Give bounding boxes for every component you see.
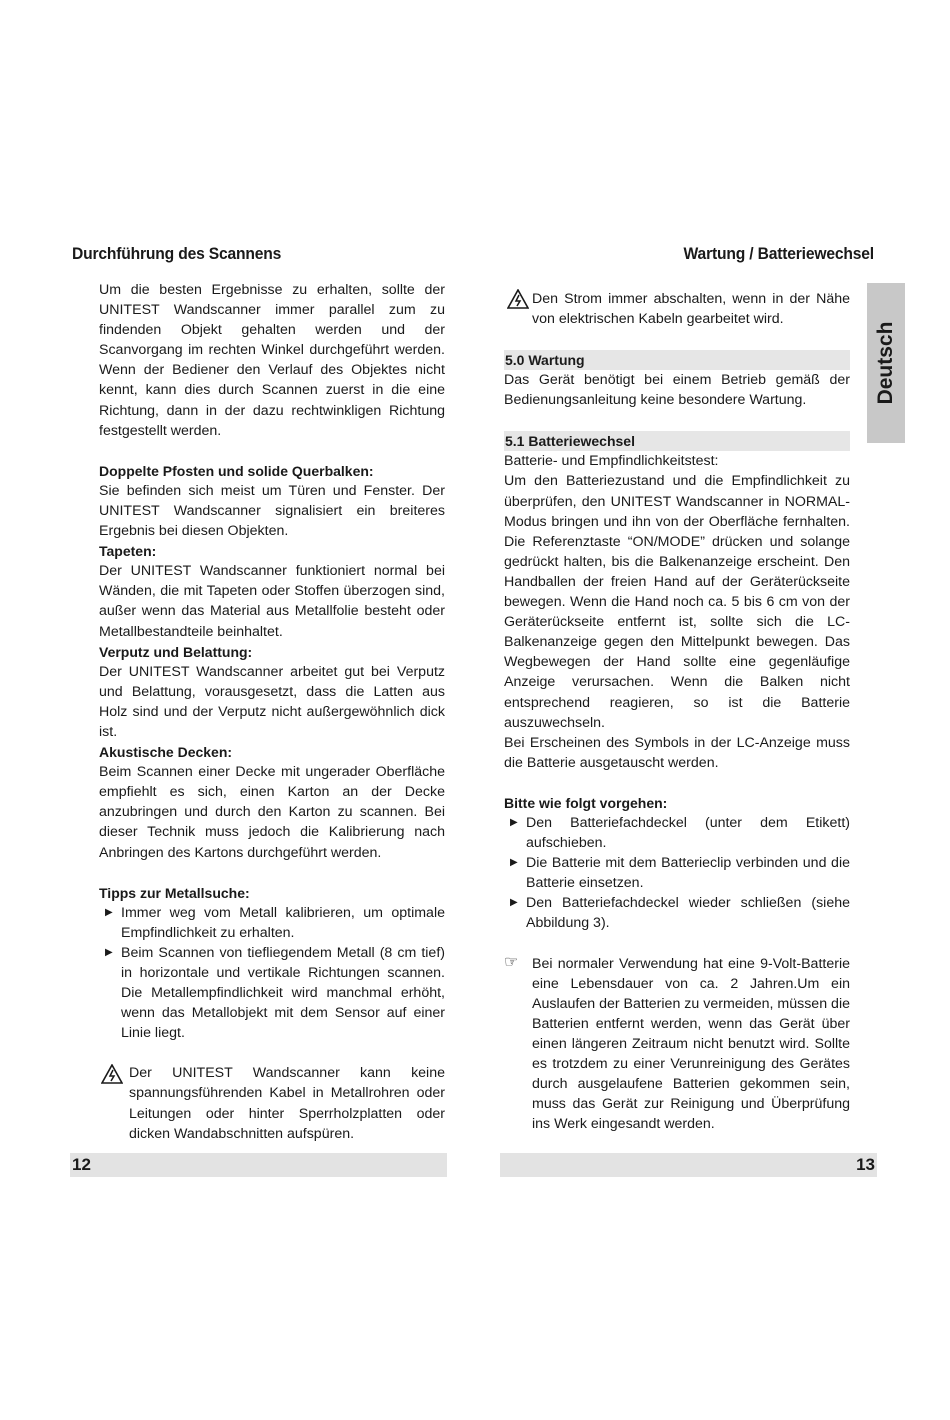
list-item: ▶ Die Batterie mit dem Batterieclip verbinden und die Batterie einsetzen. — [504, 853, 850, 893]
left-column — [99, 280, 445, 1144]
section-text: Der UNITEST Wandscanner arbeitet gut bei Verputz und Belattung, vorausgesetzt, dass die Latten aus Holz sind und der Verputz nicht außergewöhnlich dick ist. — [99, 663, 445, 740]
list-item: ▶ Immer weg vom Metall kalibrieren, um optimale Empfindlichkeit zu erhalten. — [99, 903, 445, 943]
section-header: 5.0 Wartung — [504, 350, 850, 370]
warning-note: Der UNITEST Wandscanner kann keine spannungsführenden Kabel in Metallrohren oder Leitungen oder hinter Sperrholzplatten oder dicken Wandabschnitten aufspüren. — [101, 1063, 445, 1143]
triangle-bullet-icon: ▶ — [510, 857, 518, 869]
section-title: Doppelte Pfosten und solide Querbalken: — [99, 462, 374, 479]
section-header: 5.1 Batteriewechsel — [504, 431, 850, 451]
section-text: Um den Batteriezustand und die Empfindlichkeit zu überprüfen, den UNITEST Wandscanner in NORMAL-Modus bringen und ihn von der Oberfläche fernhalten. Die Referenztaste “ON/MODE” drücken und solange gedrückt halten, bis die Balkenanzeige erscheint. Den Handballen der freien Hand auf der Geräterückseite bewegen. Wenn die Hand noch ca. 5 bis 6 cm von der Geräterückseite entfernt ist, sollte sich die LC-Balkenanzeige gegen den Mittelpunkt bewegen. Das Wegbewegen der Hand sollte eine gegenläufige Anzeige verursachen. Wenn die Balken nicht entsprechend reagieren, so ist die Batterie auszuwechseln. — [504, 473, 850, 731]
list-item: ▶ Den Batteriefachdeckel wieder schließen (siehe Abbildung 3). — [504, 893, 850, 933]
right-column — [504, 289, 850, 1134]
triangle-bullet-icon: ▶ — [510, 816, 518, 828]
left-heading: Durchführung des Scannens — [72, 244, 282, 263]
triangle-bullet-icon: ▶ — [105, 946, 113, 958]
warning-triangle-icon — [101, 1063, 129, 1143]
right-heading: Wartung / Batteriewechsel — [683, 244, 874, 263]
section-text: Das Gerät benötigt bei einem Betrieb gemäß der Bedienungsanleitung keine besondere Wartung. — [504, 372, 850, 409]
list-item: ▶ Den Batteriefachdeckel (unter dem Etikett) aufschieben. — [504, 813, 850, 853]
section-text: Bei Erscheinen des Symbols in der LC-Anzeige muss die Batterie ausgetauscht werden. — [504, 734, 850, 771]
section-title: Verputz und Belattung: — [99, 643, 253, 660]
warning-triangle-icon — [507, 289, 532, 329]
warning-note: Den Strom immer abschalten, wenn in der Nähe von elektrischen Kabeln gearbeitet wird. — [507, 289, 850, 329]
section-text: Der UNITEST Wandscanner funktioniert normal bei Wänden, die mit Tapeten oder Stoffen überzogen sind, außer wenn das Material aus Metallfolie besteht oder Metallbestandteile beinhaltet. — [99, 563, 445, 640]
pointing-hand-icon: ☞ — [504, 953, 519, 971]
hint-note: ☞ Bei normaler Verwendung hat eine 9-Volt-Batterie eine Lebensdauer von ca. 2 Jahren.Um ein Auslaufen der Batterien zu vermeiden, müssen die Batterien entfernt werden, wenn das Gerät über einen längeren Zeitraum nicht benutzt wird. Sollte es trotzdem zu einer Verunreinigung des Gerätes durch ausgelaufene Batterien gekommen sein, muss das Gerät zur Reinigung und Überprüfung ins Werk eingesandt werden. — [504, 954, 850, 1135]
language-tab-label: Deutsch — [874, 321, 897, 405]
subsection-title: Batterie- und Empfindlichkeitstest: — [504, 453, 719, 470]
section-title: Akustische Decken: — [99, 744, 233, 761]
section-text: Beim Scannen einer Decke mit ungerader Oberfläche empfiehlt es sich, einen Karton an der Decke anzubringen und durch den Karton zu scannen. Bei dieser Technik muss jedoch die Kalibrierung nach Anbringen des Kartons durchgeführt werden. — [99, 764, 445, 861]
right-footer-bar — [500, 1153, 877, 1177]
section-title: Tapeten: — [99, 543, 157, 560]
triangle-bullet-icon: ▶ — [105, 906, 113, 918]
intro-paragraph: Um die besten Ergebnisse zu erhalten, sollte der UNITEST Wandscanner immer parallel zum zu findenden Objekt gehalten werden und der Scanvorgang im rechten Winkel durchgeführt werden. Wenn der Bediener den Verlauf des Objektes nicht kennt, kann dies durch Scannen zuerst in die eine Richtung, dann in der dazu rechtwinkligen Richtung festgestellt werden. — [99, 282, 445, 439]
page-number-left: 12 — [72, 1155, 91, 1174]
triangle-bullet-icon: ▶ — [510, 897, 518, 909]
tips-title: Tipps zur Metallsuche: — [99, 884, 250, 901]
steps-title: Bitte wie folgt vorgehen: — [504, 794, 668, 811]
left-footer-bar — [70, 1153, 447, 1177]
page-number-right: 13 — [856, 1155, 875, 1174]
section-text: Sie befinden sich meist um Türen und Fenster. Der UNITEST Wandscanner signalisiert ein breiteres Ergebnis bei diesen Objekten. — [99, 482, 445, 540]
language-tab — [867, 283, 905, 443]
list-item: ▶ Beim Scannen von tiefliegendem Metall (8 cm tief) in horizontale und vertikale Richtungen scannen. Die Metallempfindlichkeit wird manchmal erhöht, wenn das Metallobjekt mit dem Sensor auf einer Linie liegt. — [99, 943, 445, 1043]
